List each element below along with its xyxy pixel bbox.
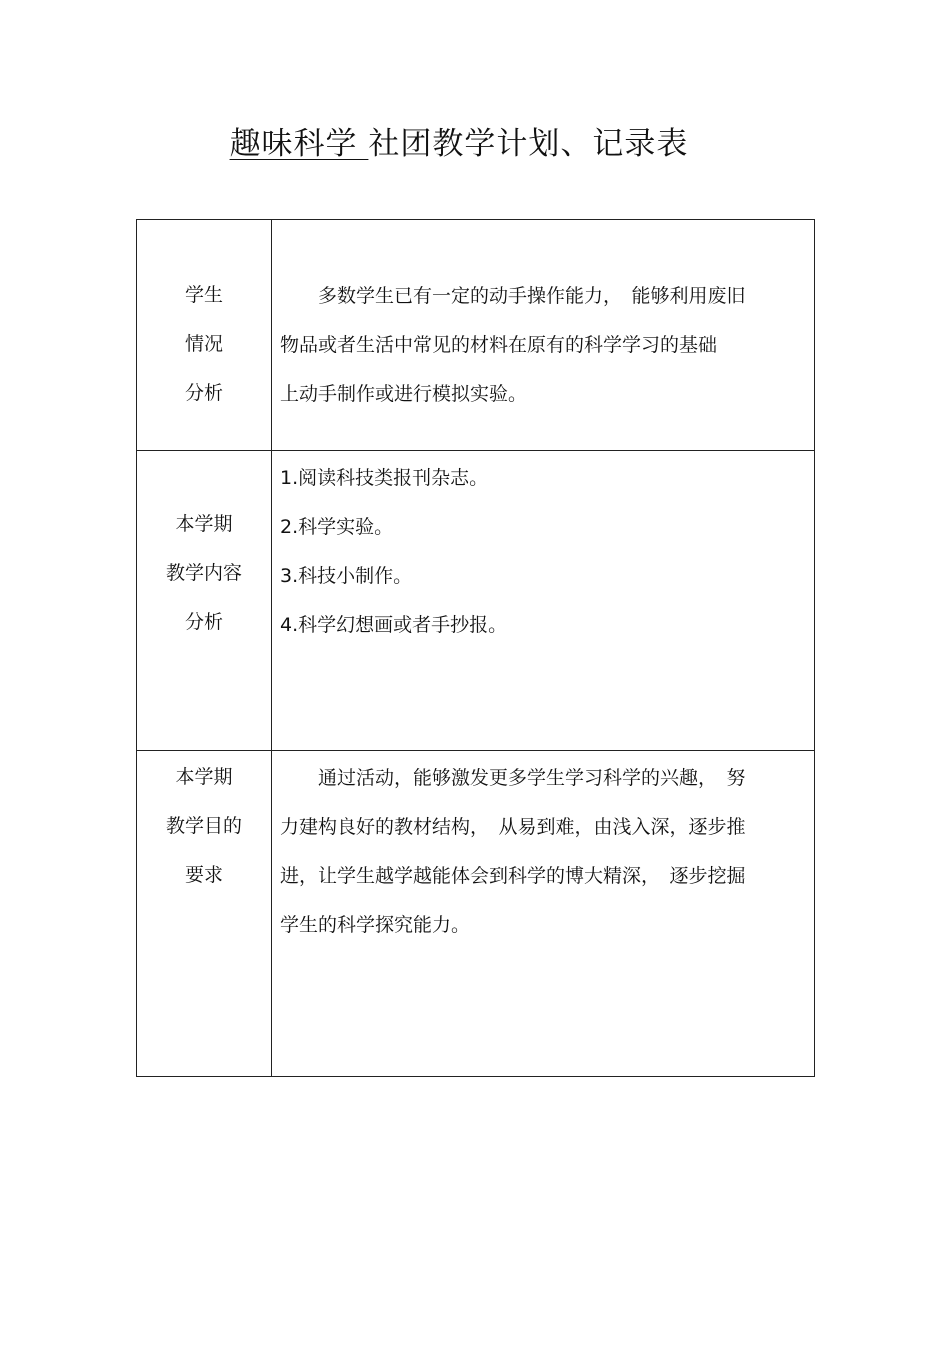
teaching-content-row bbox=[137, 451, 815, 751]
label-line: 情况 bbox=[184, 333, 223, 355]
title-suffix: 社团教学计划、记录表 bbox=[368, 126, 689, 162]
teaching-content-label bbox=[137, 451, 272, 751]
page-title bbox=[0, 122, 918, 166]
label-line: 要求 bbox=[184, 864, 223, 886]
plan-table bbox=[136, 219, 815, 1077]
text-line: 多数学生已有一定的动手操作能力， 能够利用废旧 bbox=[318, 285, 746, 307]
label-line: 本学期 bbox=[175, 766, 233, 788]
teaching-goals-text bbox=[272, 751, 815, 1077]
content-item: 2.科学实验。 bbox=[280, 516, 394, 538]
text-line: 上动手制作或进行模拟实验。 bbox=[280, 383, 528, 405]
label-line: 教学内容 bbox=[165, 562, 242, 584]
content-item: 3.科技小制作。 bbox=[280, 565, 413, 587]
text-line: 学生的科学探究能力。 bbox=[280, 914, 471, 936]
content-item: 4.科学幻想画或者手抄报。 bbox=[280, 614, 508, 636]
text-line: 通过活动，能够激发更多学生学习科学的兴趣， 努 bbox=[318, 767, 746, 789]
student-analysis-row bbox=[137, 220, 815, 451]
label-line: 分析 bbox=[184, 382, 223, 404]
text-line: 力建构良好的教材结构， 从易到难，由浅入深，逐步推 bbox=[280, 816, 746, 838]
text-line: 物品或者生活中常见的材料在原有的科学学习的基础 bbox=[280, 334, 718, 356]
content-item: 1.阅读科技类报刊杂志。 bbox=[280, 467, 489, 489]
label-line: 分析 bbox=[184, 611, 223, 633]
student-analysis-label bbox=[137, 220, 272, 451]
label-line: 教学目的 bbox=[165, 815, 242, 837]
teaching-goals-row bbox=[137, 751, 815, 1077]
teaching-content-list bbox=[272, 451, 815, 751]
student-analysis-text bbox=[272, 220, 815, 451]
label-line: 学生 bbox=[184, 284, 223, 306]
text-line: 进，让学生越学越能体会到科学的博大精深， 逐步挖掘 bbox=[280, 865, 746, 887]
teaching-goals-label bbox=[137, 751, 272, 1077]
club-name: 趣味科学 bbox=[229, 126, 369, 162]
label-line: 本学期 bbox=[175, 513, 233, 535]
